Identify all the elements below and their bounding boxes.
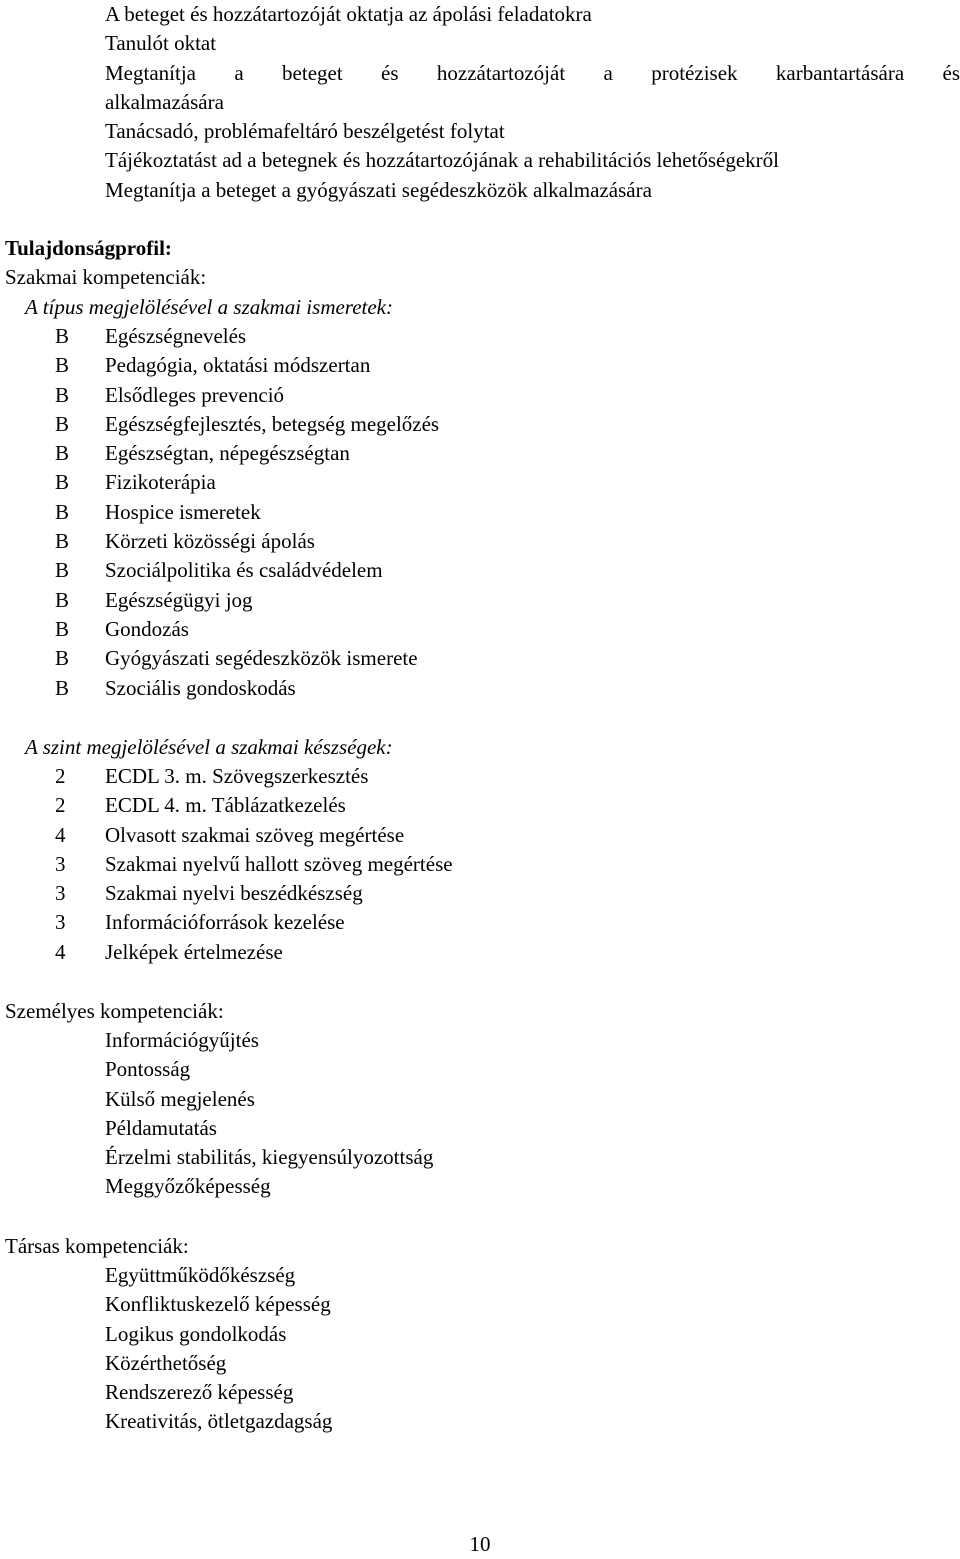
social-competencies-list xyxy=(105,1261,332,1437)
list-item: Meggyőzőképesség xyxy=(105,1174,271,1199)
item-text: Egészségügyi jog xyxy=(105,587,253,612)
intro-line: alkalmazására xyxy=(105,89,224,114)
item-level: 3 xyxy=(55,881,66,906)
item-text: Pedagógia, oktatási módszertan xyxy=(105,353,371,378)
item-type: B xyxy=(55,616,70,641)
item-text: Szociálpolitika és családvédelem xyxy=(105,558,383,583)
list-item xyxy=(0,879,960,908)
item-type: B xyxy=(55,675,70,700)
item-text: Egészségnevelés xyxy=(105,324,247,348)
item-type: B xyxy=(55,353,70,378)
intro-line: Megtanítja a beteget és hozzátartozóját a protézisek karbantartására és xyxy=(105,60,960,85)
item-type: B xyxy=(55,558,70,583)
item-level: 3 xyxy=(55,851,66,876)
list-item xyxy=(0,644,960,673)
item-text: Szakmai nyelvű hallott szöveg megértése xyxy=(105,851,453,876)
list-item xyxy=(0,439,960,468)
item-type: B xyxy=(55,411,70,436)
item-level: 2 xyxy=(55,764,66,788)
list-item: Kreativitás, ötletgazdagság xyxy=(105,1409,333,1434)
item-text: Gyógyászati segédeszközök ismerete xyxy=(105,646,418,671)
item-text: Egészségfejlesztés, betegség megelőzés xyxy=(105,411,440,436)
list-item xyxy=(0,791,960,820)
item-text: Jelképek értelmezése xyxy=(105,939,283,964)
intro-line: Tanulót oktat xyxy=(105,31,217,56)
list-item xyxy=(0,556,960,585)
list-item: Rendszerező képesség xyxy=(105,1380,294,1405)
intro-line: Tájékoztatást ad a betegnek és hozzátartozójának a rehabilitációs lehetőségekről xyxy=(105,148,780,173)
item-level: 4 xyxy=(55,939,66,964)
item-text: Hospice ismeretek xyxy=(105,499,261,524)
page-number: 10 xyxy=(469,1532,491,1556)
item-text: Gondozás xyxy=(105,616,189,641)
intro-task-list xyxy=(105,0,960,205)
item-type: B xyxy=(55,587,70,612)
item-text: Fizikoterápia xyxy=(105,470,216,495)
list-item xyxy=(0,615,960,644)
intro-line: A beteget és hozzátartozóját oktatja az ápolási feladatokra xyxy=(105,2,592,26)
list-item: Külső megjelenés xyxy=(105,1086,255,1111)
intro-line: Tanácsadó, problémafeltáró beszélgetést folytat xyxy=(105,119,505,144)
item-type: B xyxy=(55,646,70,671)
professional-competencies-heading: Szakmai kompetenciák: xyxy=(5,265,207,289)
list-item xyxy=(0,762,960,791)
item-type: B xyxy=(55,470,70,495)
item-text: ECDL 4. m. Táblázatkezelés xyxy=(105,793,346,818)
item-text: Körzeti közösségi ápolás xyxy=(105,529,315,554)
list-item xyxy=(0,821,960,850)
item-text: Elsődleges prevenció xyxy=(105,382,285,407)
profile-heading: Tulajdonságprofil: xyxy=(5,236,172,260)
list-item xyxy=(0,586,960,615)
list-item: Együttműködőkészség xyxy=(105,1263,296,1287)
social-competencies-heading: Társas kompetenciák: xyxy=(5,1234,189,1258)
item-type: B xyxy=(55,499,70,524)
item-type: B xyxy=(55,324,70,348)
list-item: Példamutatás xyxy=(105,1115,217,1140)
list-item xyxy=(0,322,960,351)
knowledge-heading: A típus megjelölésével a szakmai ismeretek: xyxy=(25,295,393,319)
list-item: Logikus gondolkodás xyxy=(105,1321,287,1346)
list-item: Információgyűjtés xyxy=(105,1028,259,1052)
list-item xyxy=(0,850,960,879)
item-level: 3 xyxy=(55,910,66,935)
intro-line: Megtanítja a beteget a gyógyászati segédeszközök alkalmazására xyxy=(105,177,652,202)
list-item: Pontosság xyxy=(105,1057,191,1082)
item-type: B xyxy=(55,529,70,554)
list-item xyxy=(0,381,960,410)
list-item: Konfliktuskezelő képesség xyxy=(105,1292,331,1317)
personal-competencies-heading: Személyes kompetenciák: xyxy=(5,999,224,1023)
item-type: B xyxy=(55,441,70,466)
skills-list xyxy=(0,762,960,967)
item-level: 2 xyxy=(55,793,66,818)
knowledge-list xyxy=(0,322,960,703)
item-text: Egészségtan, népegészségtan xyxy=(105,441,350,466)
item-text: Szociális gondoskodás xyxy=(105,675,296,700)
list-item xyxy=(0,908,960,937)
list-item xyxy=(0,938,960,967)
list-item xyxy=(0,410,960,439)
item-text: ECDL 3. m. Szövegszerkesztés xyxy=(105,764,369,788)
list-item xyxy=(0,351,960,380)
item-type: B xyxy=(55,382,70,407)
list-item: Közérthetőség xyxy=(105,1350,227,1375)
list-item xyxy=(0,674,960,703)
list-item xyxy=(0,498,960,527)
personal-competencies-list xyxy=(105,1026,433,1202)
list-item: Érzelmi stabilitás, kiegyensúlyozottság xyxy=(105,1145,434,1170)
list-item xyxy=(0,527,960,556)
item-text: Információforrások kezelése xyxy=(105,910,345,935)
item-text: Olvasott szakmai szöveg megértése xyxy=(105,822,405,847)
item-text: Szakmai nyelvi beszédkészség xyxy=(105,881,363,906)
list-item xyxy=(0,468,960,497)
skills-heading: A szint megjelölésével a szakmai készségek: xyxy=(25,735,393,759)
item-level: 4 xyxy=(55,822,66,847)
